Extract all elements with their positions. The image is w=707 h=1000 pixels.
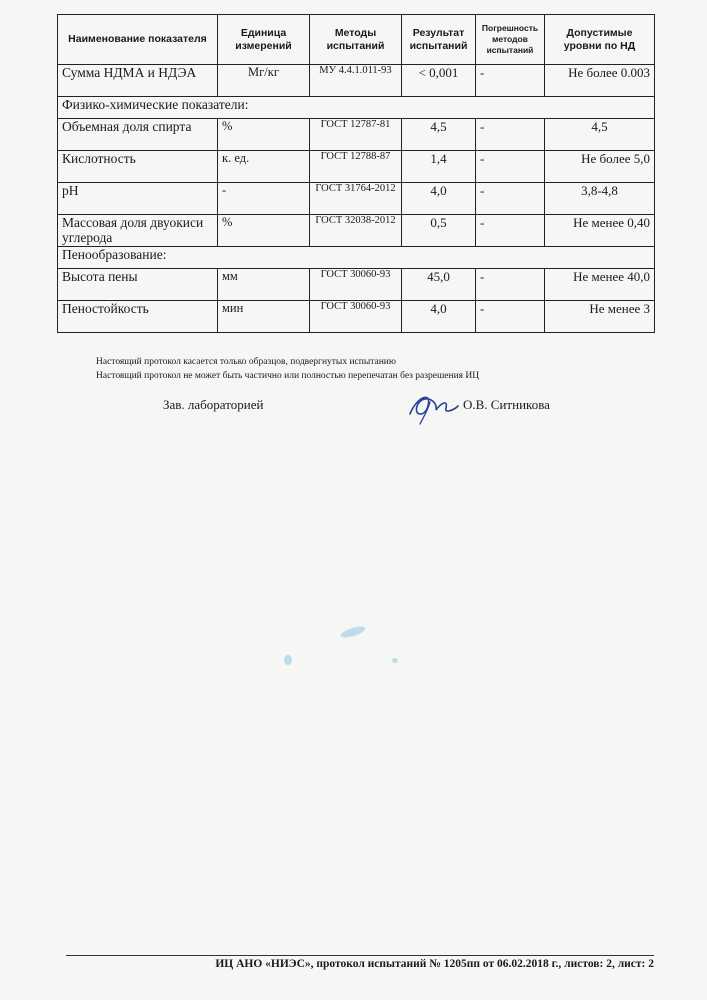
row-unit: % xyxy=(218,119,310,151)
row-result: 0,5 xyxy=(402,215,476,247)
section-title: Физико-химические показатели: xyxy=(58,97,655,119)
row-limit: Не более 5,0 xyxy=(545,151,655,183)
row-unit: Мг/кг xyxy=(218,65,310,97)
header-error: Погрешность методов испытаний xyxy=(476,15,545,65)
row-result: 4,5 xyxy=(402,119,476,151)
row-error: - xyxy=(476,65,545,97)
table-row xyxy=(58,151,655,183)
table-row xyxy=(58,183,655,215)
row-limit: Не более 0.003 xyxy=(545,65,655,97)
row-result: < 0,001 xyxy=(402,65,476,97)
row-unit: - xyxy=(218,183,310,215)
handwritten-signature xyxy=(402,380,464,432)
table-section-row xyxy=(58,247,655,269)
row-limit: 3,8-4,8 xyxy=(545,183,655,215)
row-method: ГОСТ 30060-93 xyxy=(310,301,402,333)
row-error: - xyxy=(476,215,545,247)
table-header-row xyxy=(58,15,655,65)
page-footer: ИЦ АНО «НИЭС», протокол испытаний № 1205пп от 06.02.2018 г., листов: 2, лист: 2 xyxy=(215,958,654,970)
signatory-name: О.В. Ситникова xyxy=(463,397,550,412)
note-line: Настоящий протокол касается только образцов, подвергнутых испытанию xyxy=(96,357,396,367)
row-method: ГОСТ 12788-87 xyxy=(310,151,402,183)
row-unit: % xyxy=(218,215,310,247)
header-result: Результат испытаний xyxy=(402,15,476,65)
row-error: - xyxy=(476,119,545,151)
row-limit: Не менее 0,40 xyxy=(545,215,655,247)
row-unit: мин xyxy=(218,301,310,333)
table-row xyxy=(58,269,655,301)
row-method: ГОСТ 12787-81 xyxy=(310,119,402,151)
row-name: Массовая доля двуокиси углерода xyxy=(58,215,218,247)
row-unit: к. ед. xyxy=(218,151,310,183)
row-result: 4,0 xyxy=(402,183,476,215)
ink-stain xyxy=(339,624,366,640)
ink-stain xyxy=(284,655,292,665)
header-unit: Единица измерений xyxy=(218,15,310,65)
row-method: ГОСТ 30060-93 xyxy=(310,269,402,301)
table-section-row xyxy=(58,97,655,119)
header-limit: Допустимые уровни по НД xyxy=(545,15,655,65)
table-row xyxy=(58,65,655,97)
header-method: Методы испытаний xyxy=(310,15,402,65)
row-method: МУ 4.4.1.011-93 xyxy=(310,65,402,97)
row-name: Кислотность xyxy=(58,151,218,183)
section-title: Пенообразование: xyxy=(58,247,655,269)
row-result: 1,4 xyxy=(402,151,476,183)
row-name: Объемная доля спирта xyxy=(58,119,218,151)
row-limit: Не менее 40,0 xyxy=(545,269,655,301)
ink-stain xyxy=(392,658,398,663)
row-name: Пеностойкость xyxy=(58,301,218,333)
row-error: - xyxy=(476,151,545,183)
row-method: ГОСТ 32038-2012 xyxy=(310,215,402,247)
row-result: 45,0 xyxy=(402,269,476,301)
protocol-notes xyxy=(96,355,479,383)
row-error: - xyxy=(476,183,545,215)
row-name: pH xyxy=(58,183,218,215)
results-table xyxy=(57,14,655,333)
table-row xyxy=(58,301,655,333)
row-error: - xyxy=(476,301,545,333)
row-method: ГОСТ 31764-2012 xyxy=(310,183,402,215)
row-name: Сумма НДМА и НДЭА xyxy=(58,65,218,97)
row-error: - xyxy=(476,269,545,301)
row-unit: мм xyxy=(218,269,310,301)
table-row xyxy=(58,215,655,247)
row-limit: Не менее 3 xyxy=(545,301,655,333)
row-result: 4,0 xyxy=(402,301,476,333)
header-name: Наименование показателя xyxy=(58,15,218,65)
note-line: Настоящий протокол не может быть частично или полностью перепечатан без разрешения ИЦ xyxy=(96,371,480,381)
row-limit: 4,5 xyxy=(545,119,655,151)
row-name: Высота пены xyxy=(58,269,218,301)
signatory-title: Зав. лабораторией xyxy=(163,397,264,412)
table-row xyxy=(58,119,655,151)
footer-divider xyxy=(66,955,654,956)
